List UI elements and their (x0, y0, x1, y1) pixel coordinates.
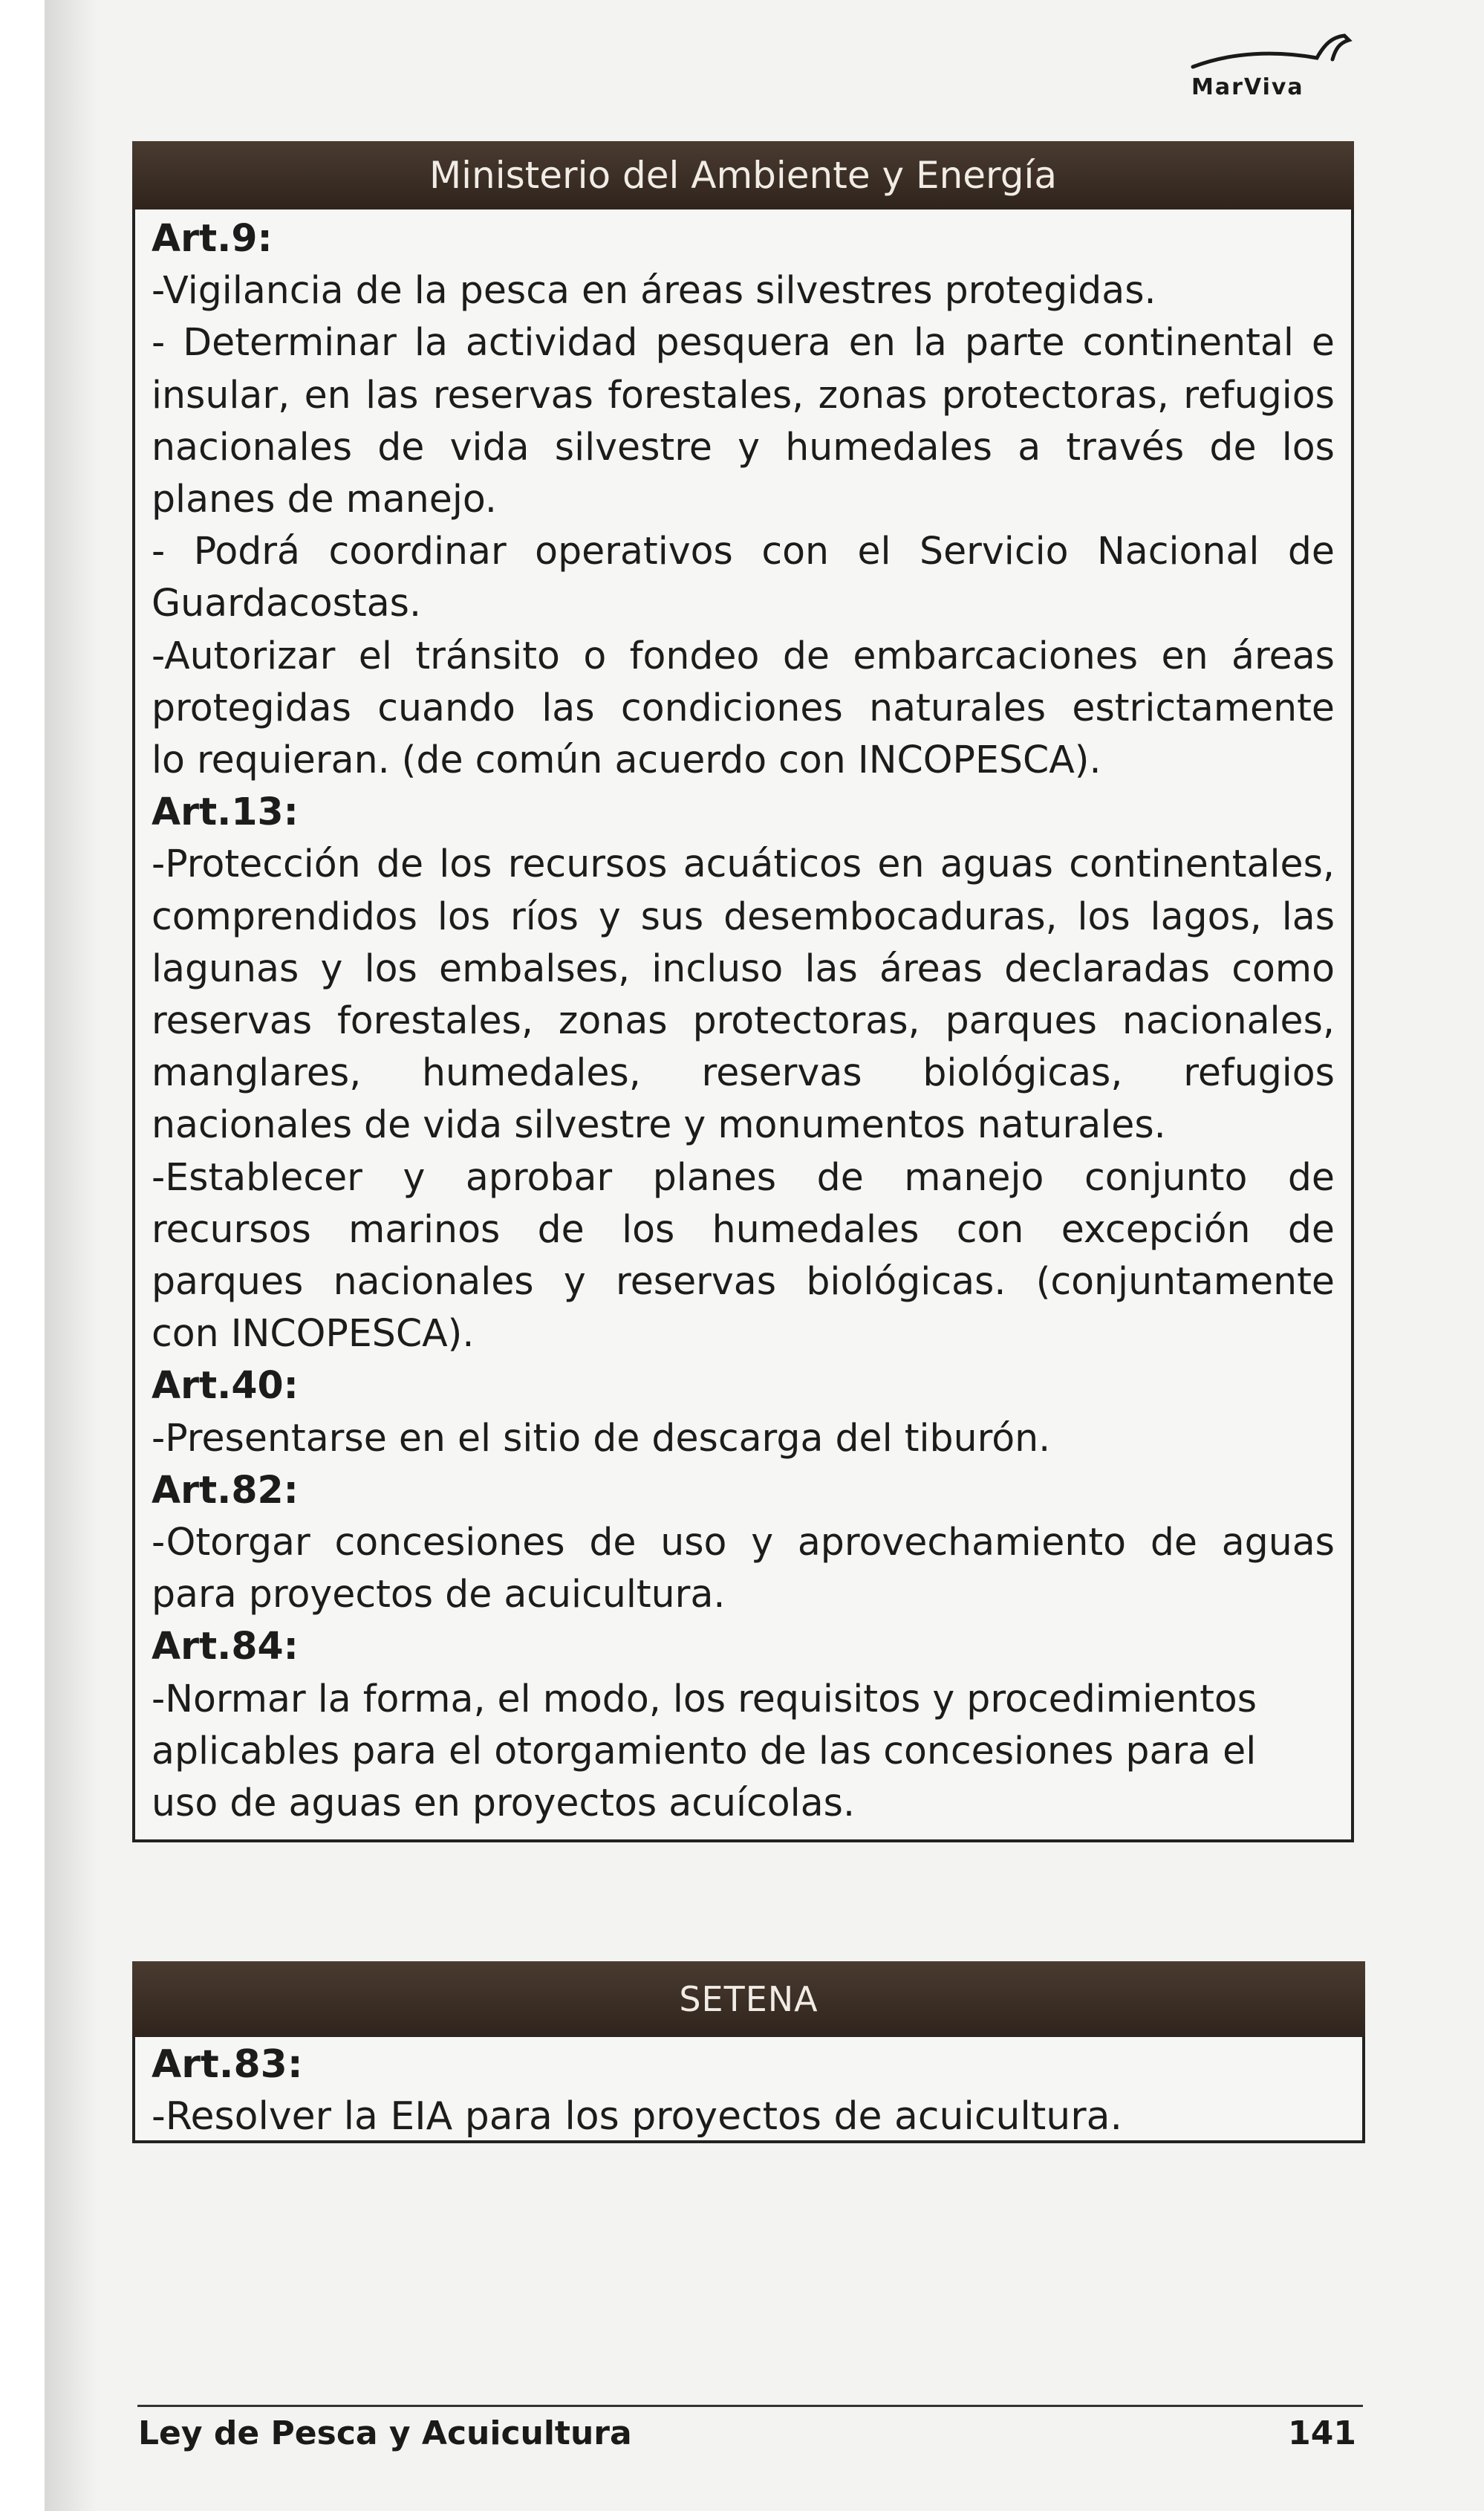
article-heading: Art.9: (152, 216, 273, 260)
text-line: comprendidos los ríos y sus desembocaduras, los lagos, las (152, 894, 1335, 938)
page-number: 141 (1288, 2414, 1356, 2452)
text-line: -Establecer y aprobar planes de manejo conjunto de (152, 1154, 1335, 1199)
text-line: -Protección de los recursos acuáticos en aguas continentales, (152, 842, 1335, 886)
section-body (152, 212, 1335, 1829)
section-header-ministerio: Ministerio del Ambiente y Energía (132, 141, 1354, 209)
text-line: aplicables para el otorgamiento de las concesiones para el (152, 1728, 1257, 1773)
text-line: lagunas y los embalses, incluso las áreas declaradas como (152, 946, 1335, 990)
marviva-logo (1187, 30, 1358, 111)
article-heading: Art.83: (152, 2042, 303, 2087)
text-line: con INCOPESCA). (152, 1311, 475, 1356)
text-line: -Vigilancia de la pesca en áreas silvestres protegidas. (152, 268, 1156, 313)
logo-text: MarViva (1191, 74, 1304, 100)
section-header-setena: SETENA (132, 1961, 1365, 2037)
footer-divider (137, 2405, 1363, 2407)
text-line: -Autorizar el tránsito o fondeo de embarcaciones en áreas (152, 633, 1335, 678)
text-line: -Resolver la EIA para los proyectos de acuicultura. (152, 2094, 1122, 2139)
text-line: - Determinar la actividad pesquera en la parte continental e (152, 320, 1335, 365)
text-line: nacionales de vida silvestre y monumentos naturales. (152, 1102, 1166, 1147)
text-line: -Presentarse en el sitio de descarga del tiburón. (152, 1415, 1051, 1460)
ministerio-section (132, 141, 1354, 1842)
text-line: para proyectos de acuicultura. (152, 1572, 726, 1617)
text-line: nacionales de vida silvestre y humedales a través de los (152, 424, 1335, 469)
text-line: recursos marinos de los humedales con excepción de (152, 1206, 1335, 1251)
article-heading: Art.13: (152, 790, 299, 834)
text-line: protegidas cuando las condiciones naturales estrictamente (152, 685, 1335, 730)
text-line: manglares, humedales, reservas biológicas, refugios (152, 1050, 1335, 1095)
text-line: planes de manejo. (152, 477, 497, 522)
text-line: parques nacionales y reservas biológicas. (conjuntamente (152, 1259, 1335, 1304)
text-line: lo requieran. (de común acuerdo con INCOPESCA). (152, 738, 1101, 782)
text-line: - Podrá coordinar operativos con el Servicio Nacional de (152, 529, 1335, 574)
article-heading: Art.40: (152, 1363, 299, 1408)
section-body (152, 2039, 1346, 2143)
page-gutter-shadow (45, 0, 97, 2511)
article-heading: Art.82: (152, 1467, 299, 1512)
text-line: -Normar la forma, el modo, los requisitos y procedimientos (152, 1676, 1257, 1721)
text-line: Guardacostas. (152, 581, 422, 626)
text-line: -Otorgar concesiones de uso y aprovechamiento de aguas (152, 1520, 1335, 1565)
footer-book-title: Ley de Pesca y Acuicultura (138, 2414, 632, 2452)
text-line: insular, en las reservas forestales, zonas protectoras, refugios (152, 372, 1335, 417)
text-line: reservas forestales, zonas protectoras, parques nacionales, (152, 998, 1335, 1043)
setena-section (132, 1961, 1365, 2143)
text-line: uso de aguas en proyectos acuícolas. (152, 1781, 856, 1825)
article-heading: Art.84: (152, 1624, 299, 1669)
